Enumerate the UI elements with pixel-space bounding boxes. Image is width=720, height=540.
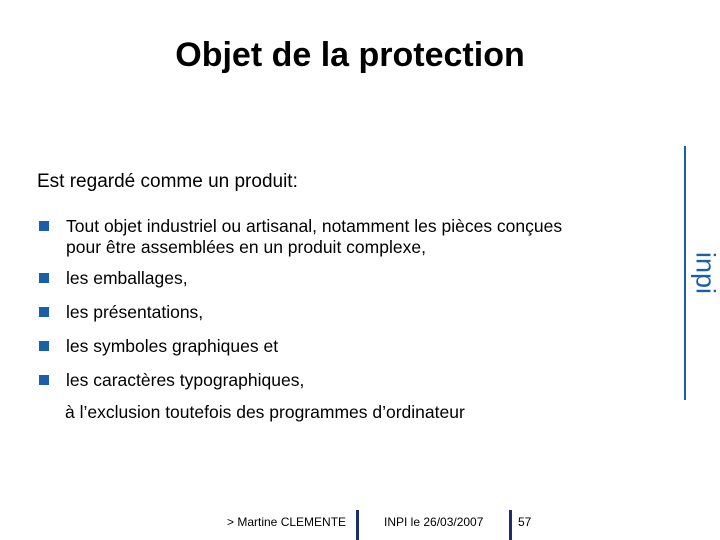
bullet-text-continued: pour être assemblées en un produit complexe, xyxy=(66,237,426,257)
footer-divider xyxy=(509,510,512,540)
bullet-text: Tout objet industriel ou artisanal, notamment les pièces conçues xyxy=(66,216,563,236)
bullet-text: les symboles graphiques et xyxy=(66,336,279,356)
bullet-item xyxy=(37,216,677,258)
bullet-text: les présentations, xyxy=(66,302,204,322)
square-bullet-icon xyxy=(39,341,49,351)
bullet-item xyxy=(37,370,677,391)
section-heading: Est regardé comme un produit: xyxy=(37,171,298,192)
bullet-text: les caractères typographiques, xyxy=(66,370,305,390)
square-bullet-icon xyxy=(39,273,49,283)
slide-title: Objet de la protection xyxy=(175,36,525,74)
square-bullet-icon xyxy=(39,221,49,231)
footer-divider xyxy=(356,510,359,540)
exclusion-note: à l’exclusion toutefois des programmes d’ordinateur xyxy=(65,402,465,422)
logo-text: inpi xyxy=(690,251,720,295)
bullet-item xyxy=(37,302,677,323)
inpi-logo xyxy=(690,238,720,308)
page-number: 57 xyxy=(518,515,532,529)
bullet-text: les emballages, xyxy=(66,268,188,288)
bullet-item xyxy=(37,268,677,289)
bullet-item xyxy=(37,336,677,357)
square-bullet-icon xyxy=(39,307,49,317)
footer-org-date: INPI le 26/03/2007 xyxy=(384,515,484,529)
square-bullet-icon xyxy=(39,375,49,385)
footer-author: > Martine CLEMENTE xyxy=(227,515,347,529)
sidebar-divider xyxy=(684,146,686,400)
